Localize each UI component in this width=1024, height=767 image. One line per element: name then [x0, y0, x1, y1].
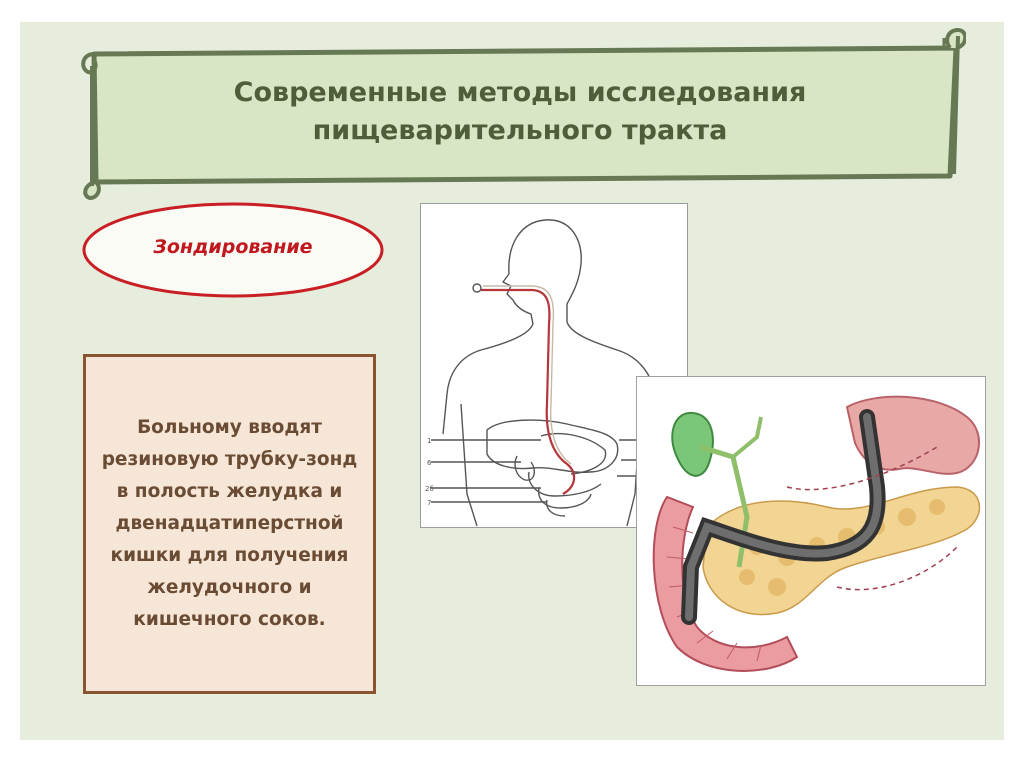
method-label: Зондирование [153, 236, 313, 258]
description-text: Больному вводят резиновую трубку-зонд в полость желудка и двенадцатиперстной кишки для получения желудочного и кишечного соков. [101, 417, 358, 630]
diagram-number-2b: 2б [425, 485, 434, 493]
diagram-number-7: 7 [427, 499, 432, 507]
description-box [83, 354, 376, 694]
endoscope-figure [636, 376, 986, 686]
diagram-number-1: 1 [427, 437, 432, 445]
slide-title: Современные методы исследования пищеварительного тракта [233, 77, 807, 146]
diagram-number-6: 6 [427, 459, 432, 467]
endoscope-illustration [637, 377, 985, 685]
